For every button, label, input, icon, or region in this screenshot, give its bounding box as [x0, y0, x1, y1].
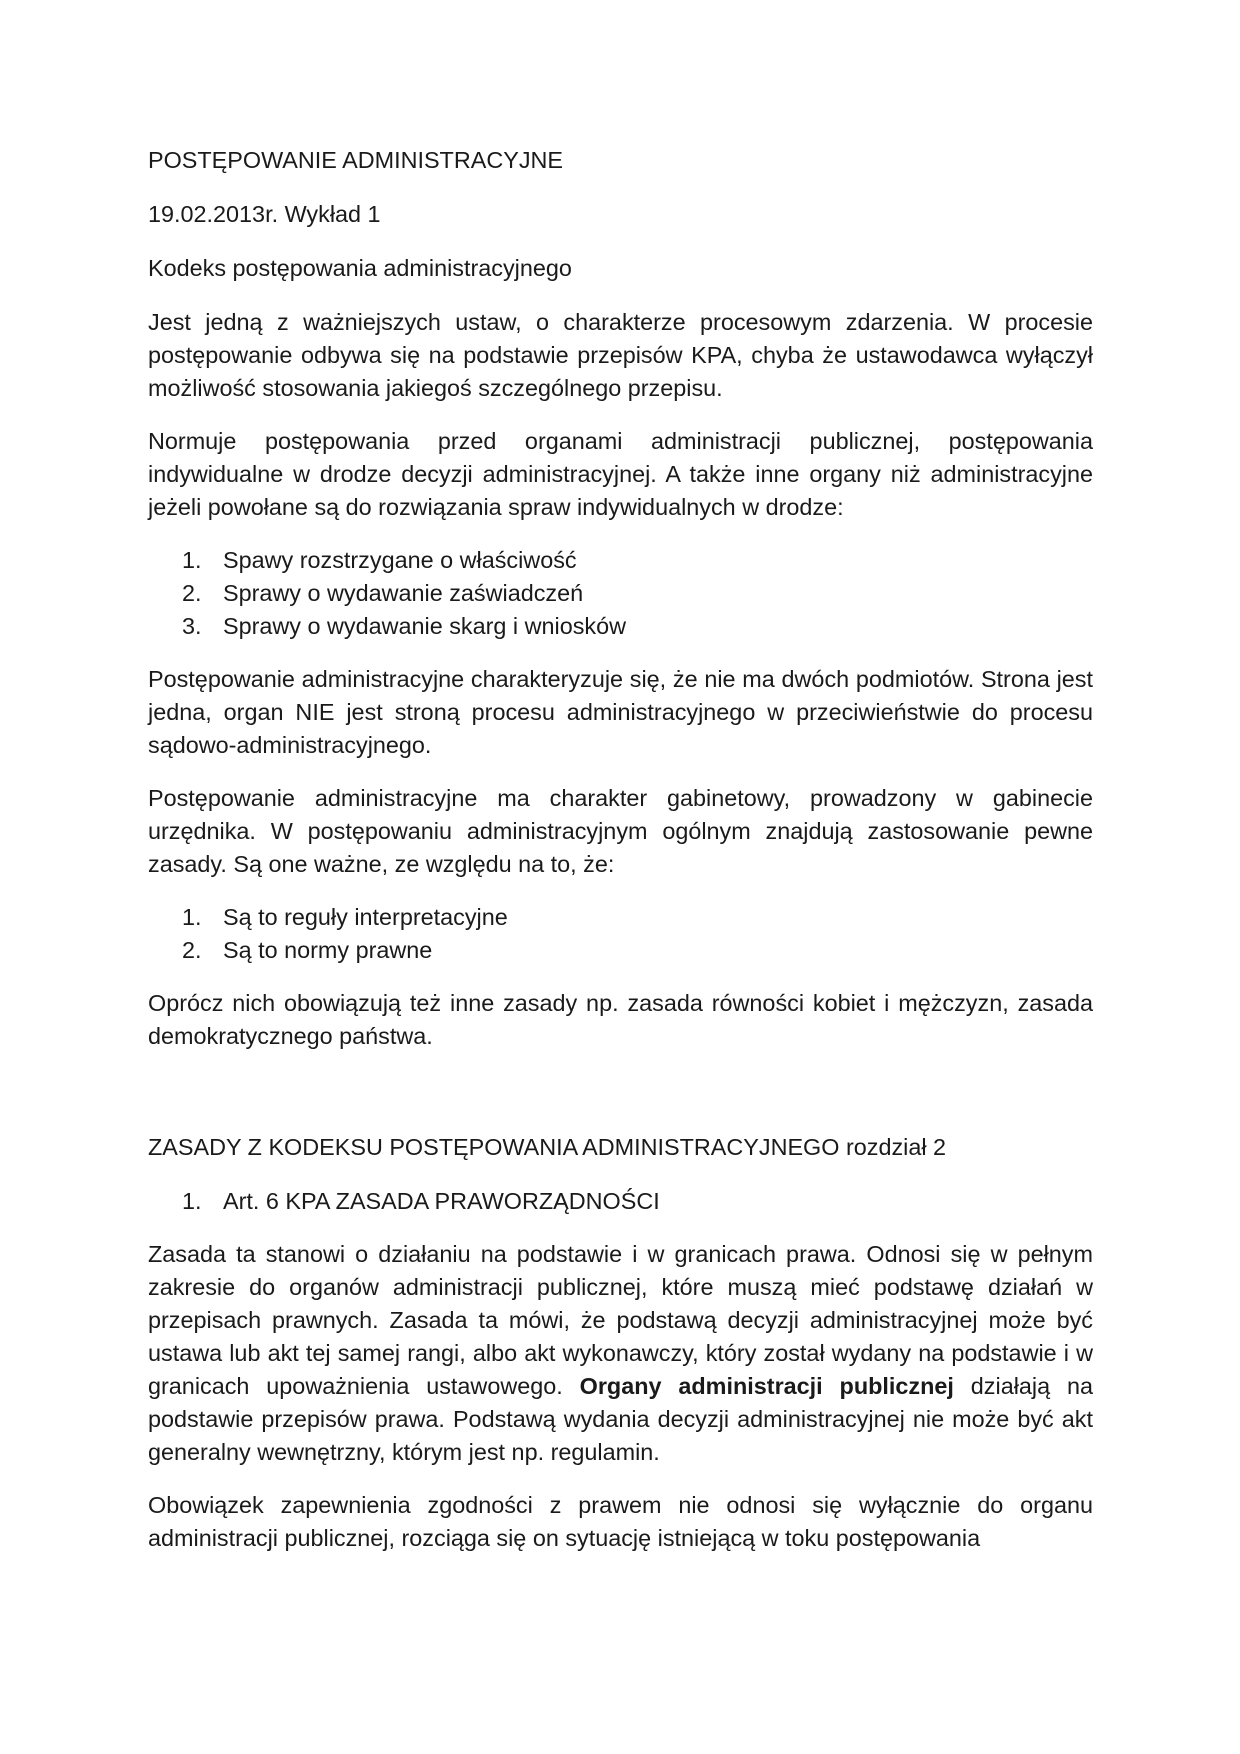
- list-number: 1.: [182, 547, 202, 573]
- code-title: Kodeks postępowania administracyjnego: [148, 255, 572, 281]
- list-text: Spawy rozstrzygane o właściwość: [223, 547, 577, 573]
- list-item: [148, 901, 1093, 934]
- list-item: [148, 577, 1093, 610]
- list-text: Sprawy o wydawanie zaświadczeń: [223, 580, 584, 606]
- paragraph-legality: [148, 1238, 1093, 1469]
- list-number: 2.: [182, 937, 202, 963]
- list-number: 3.: [182, 613, 202, 639]
- paragraph-parties: Postępowanie administracyjne charakteryzuje się, że nie ma dwóch podmiotów. Strona jest jedna, organ NIE jest stroną procesu administracyjnego w przeciwieństwie do procesu sądowo-administracyjnego.: [148, 666, 1093, 758]
- paragraph-other-principles: Oprócz nich obowiązują też inne zasady np. zasada równości kobiet i mężczyzn, zasada demokratycznego państwa.: [148, 990, 1093, 1049]
- list-number: 1.: [182, 904, 202, 930]
- paragraph-scope: Normuje postępowania przed organami administracji publicznej, postępowania indywidualne w drodze decyzji administracyjnej. A także inne organy niż administracyjne jeżeli powołane są do rozwiązania spraw indywidualnych w drodze:: [148, 428, 1093, 520]
- lecture-date: 19.02.2013r. Wykład 1: [148, 201, 381, 227]
- list-item: [148, 610, 1093, 643]
- paragraph-intro: Jest jedną z ważniejszych ustaw, o charakterze procesowym zdarzenia. W procesie postępowanie odbywa się na podstawie przepisów KPA, chyba że ustawodawca wyłączył możliwość stosowania jakiegoś szczególnego przepisu.: [148, 309, 1093, 401]
- list-text: Sprawy o wydawanie skarg i wniosków: [223, 613, 627, 639]
- document-page: [148, 144, 1093, 1575]
- list-number: 2.: [182, 580, 202, 606]
- list-item: [148, 1185, 1093, 1218]
- list-text: Są to normy prawne: [223, 937, 433, 963]
- list-item: [148, 934, 1093, 967]
- principles-list: [148, 901, 1093, 967]
- legality-bold-text: Organy administracji publicznej: [579, 1373, 954, 1399]
- list-item: [148, 544, 1093, 577]
- paragraph-obligation: Obowiązek zapewnienia zgodności z prawem nie odnosi się wyłącznie do organu administracji publicznej, rozciąga się on sytuację istniejącą w toku postępowania: [148, 1492, 1093, 1551]
- case-types-list: [148, 544, 1093, 643]
- articles-list: [148, 1185, 1093, 1218]
- list-text: Są to reguły interpretacyjne: [223, 904, 508, 930]
- paragraph-character: Postępowanie administracyjne ma charakter gabinetowy, prowadzony w gabinecie urzędnika. W postępowaniu administracyjnym ogólnym znajdują zastosowanie pewne zasady. Są one ważne, ze względu na to, że:: [148, 785, 1093, 877]
- legality-text-end: działają na podstawie przepisów prawa. Podstawą wydania decyzji administracyjnej nie może być akt generalny wewnętrzny, którym jest np. regulamin.: [148, 1373, 1094, 1465]
- list-number: 1.: [182, 1188, 202, 1214]
- section-heading: ZASADY Z KODEKSU POSTĘPOWANIA ADMINISTRACYJNEGO rozdział 2: [148, 1134, 947, 1160]
- document-heading: POSTĘPOWANIE ADMINISTRACYJNE: [148, 147, 564, 173]
- section-spacer: [148, 1073, 1093, 1131]
- legality-text-start: Zasada ta stanowi o działaniu na podstawie i w granicach prawa. Odnosi się w pełnym zakresie do organów administracji publicznej, które muszą mieć podstawę działań w przepisach prawnych. Zasada ta mówi, że podstawą decyzji administracyjnej może być ustawa lub akt tej samej rangi, albo akt wykonawczy, który został wydany na podstawie i w granicach upoważnienia ustawowego.: [148, 1241, 1093, 1399]
- list-text: Art. 6 KPA ZASADA PRAWORZĄDNOŚCI: [223, 1188, 660, 1214]
